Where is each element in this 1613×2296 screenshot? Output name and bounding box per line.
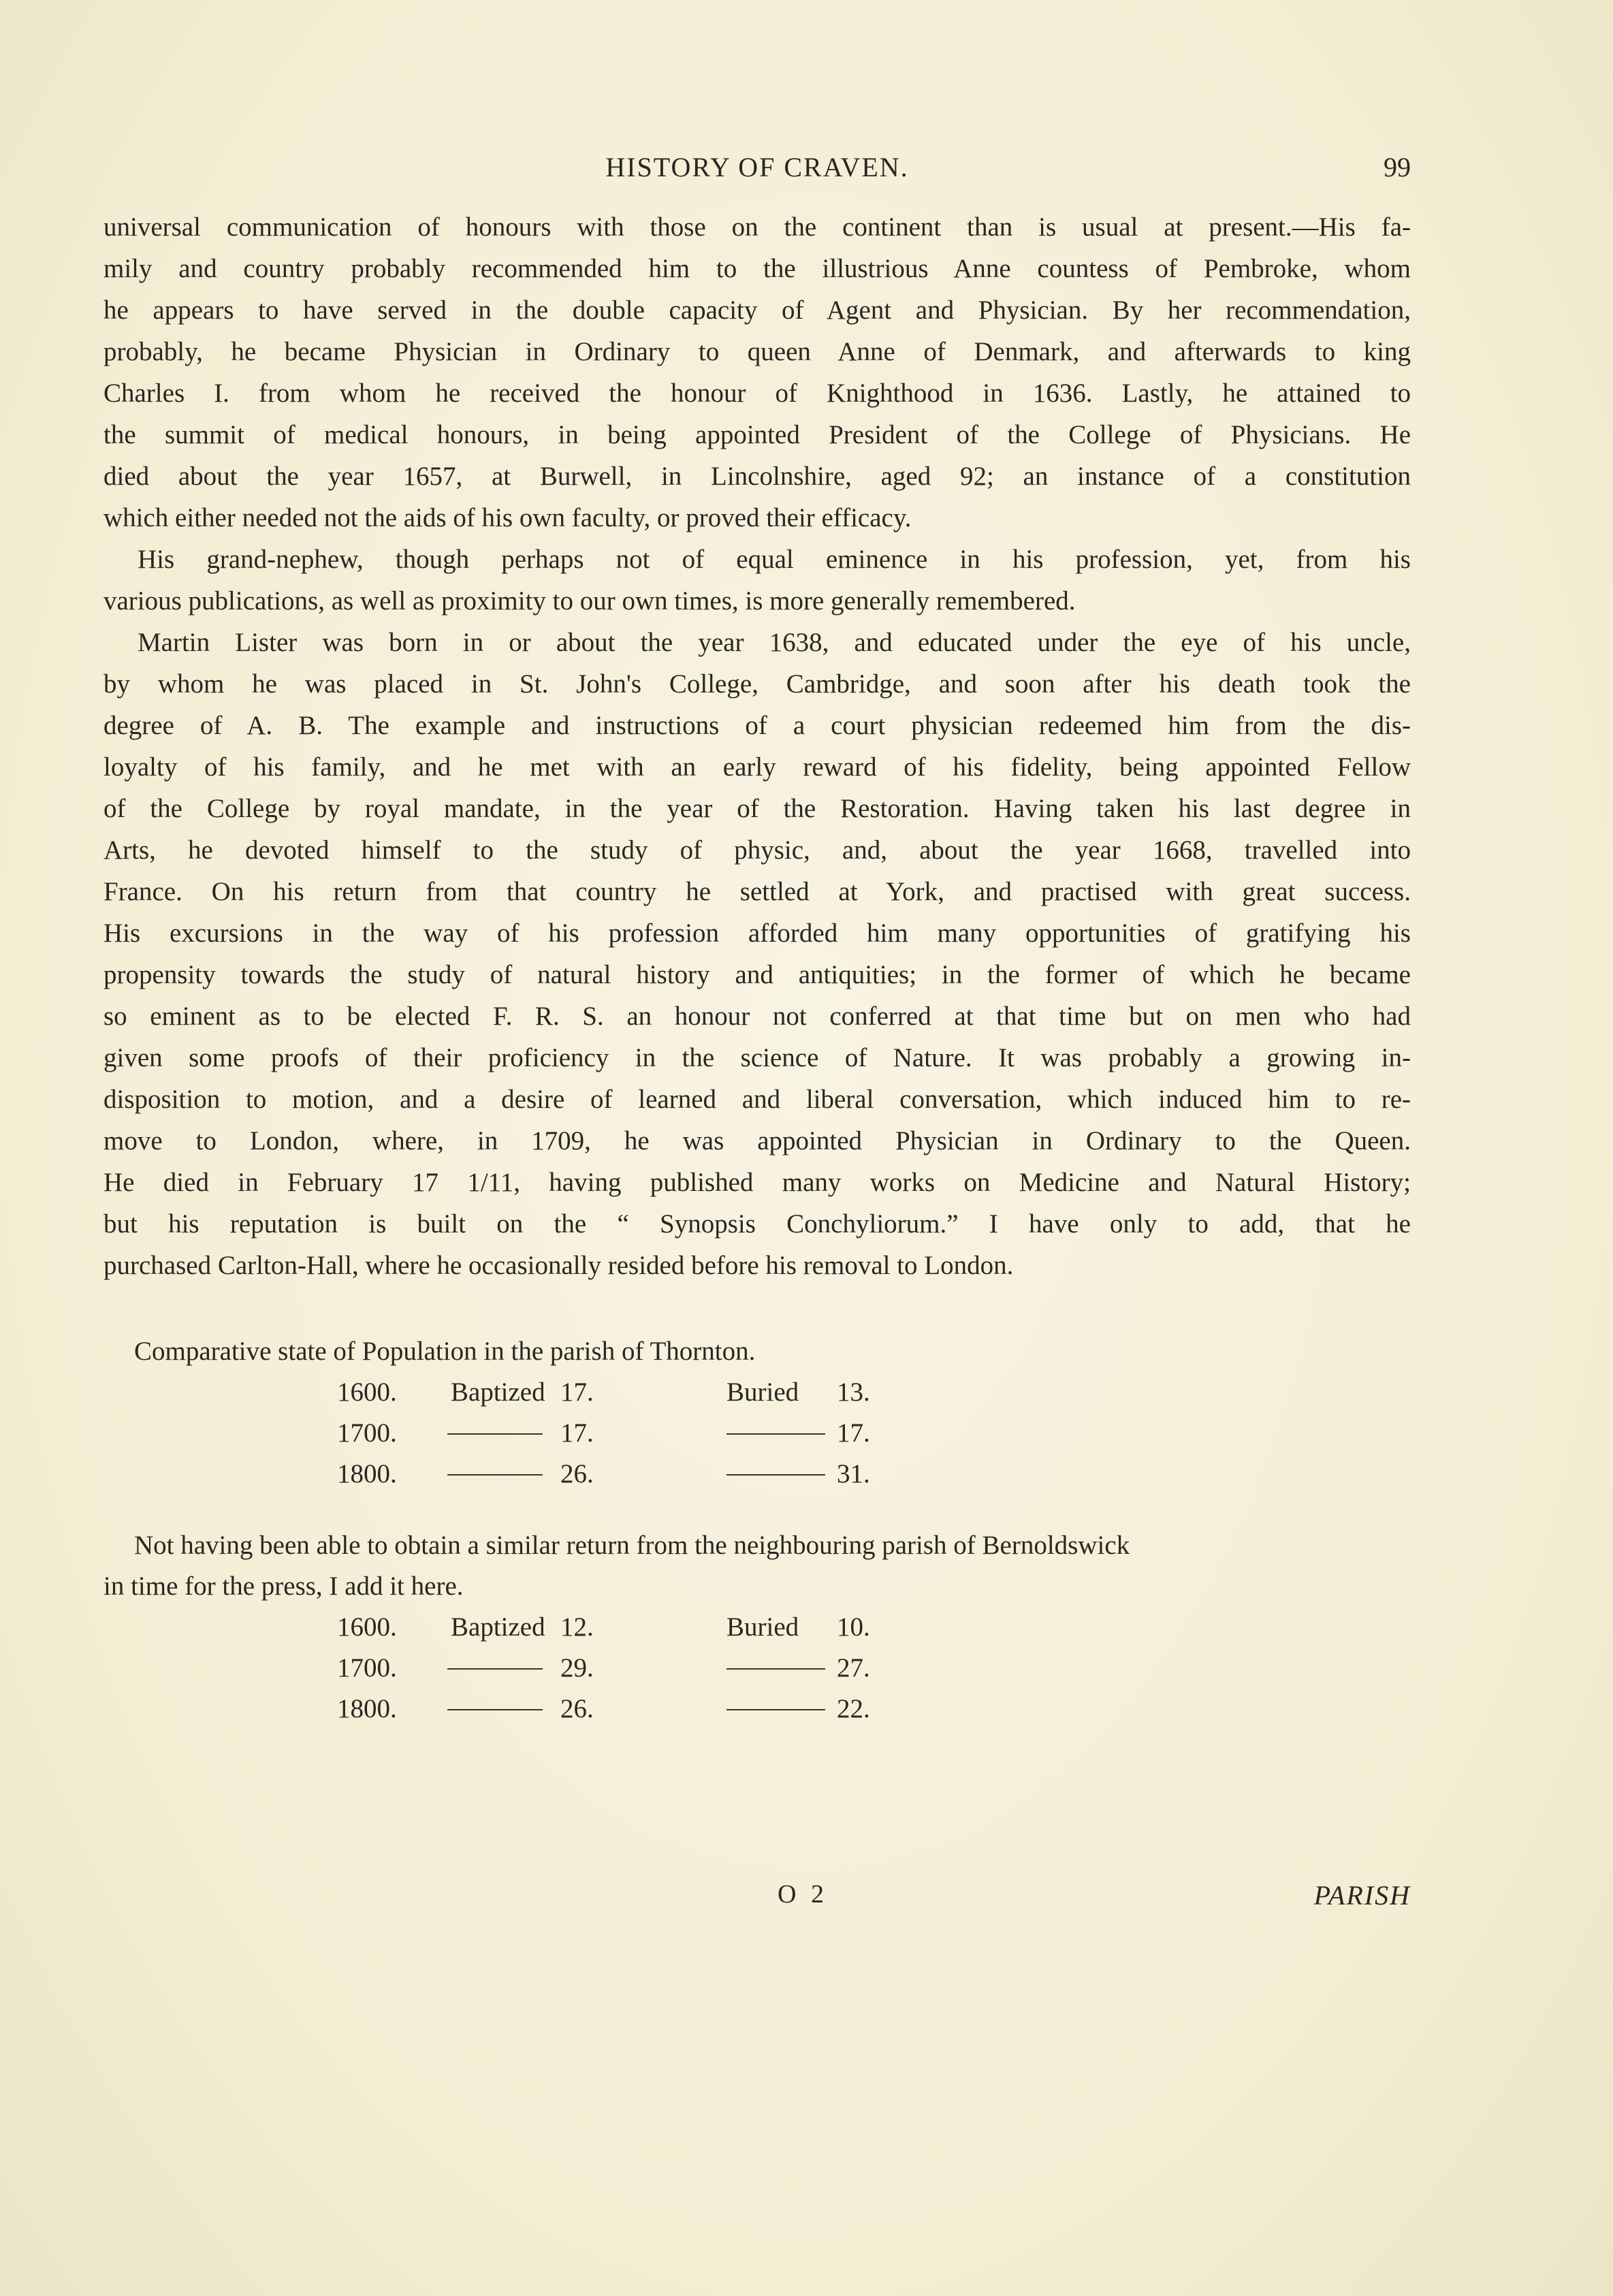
running-title: HISTORY OF CRAVEN. — [605, 152, 909, 182]
buried-cell: 13. — [837, 1377, 870, 1407]
year-cell: 1700. — [337, 1653, 397, 1683]
text-line: various publications, as well as proximity to our own times, is more generally remembered. — [103, 586, 1076, 616]
text-line: which either needed not the aids of his own faculty, or proved their efficacy. — [103, 503, 912, 532]
table-row — [103, 1413, 1411, 1454]
year-cell: 1800. — [337, 1459, 397, 1488]
year-cell: 1600. — [337, 1612, 397, 1642]
text-line: universal communication of honours with those on the continent than is usual at present.—His fa- — [103, 212, 1411, 242]
ditto-dash — [447, 1709, 543, 1710]
baptized-cell: 12. — [560, 1612, 594, 1642]
buried-cell: 10. — [837, 1612, 870, 1642]
buried-cell: 31. — [837, 1459, 870, 1488]
ditto-dash — [447, 1433, 543, 1435]
text-line: Martin Lister was born in or about the year 1638, and educated under the eye of his uncle, — [138, 628, 1411, 657]
text-line: by whom he was placed in St. John's College, Cambridge, and soon after his death took the — [103, 669, 1411, 699]
thornton-caption: Comparative state of Population in the parish of Thornton. — [134, 1337, 756, 1366]
page-header — [103, 151, 1411, 192]
baptized-label: Baptized — [451, 1377, 545, 1407]
text-line: His grand-nephew, though perhaps not of equal eminence in his profession, yet, from his — [138, 545, 1411, 574]
baptized-label: Baptized — [451, 1612, 545, 1642]
table-row — [103, 1607, 1411, 1648]
signature-mark: O 2 — [778, 1880, 828, 1909]
text-line: Charles I. from whom he received the honour of Knighthood in 1636. Lastly, he attained to — [103, 379, 1411, 408]
table-row — [103, 1648, 1411, 1689]
text-line: He died in February 17 1/11, having published many works on Medicine and Natural History; — [103, 1168, 1411, 1197]
body-text — [103, 206, 1411, 1286]
ditto-dash — [447, 1474, 543, 1476]
text-line: Arts, he devoted himself to the study of physic, and, about the year 1668, travelled into — [103, 835, 1411, 865]
baptized-cell: 17. — [560, 1377, 594, 1407]
buried-cell: 22. — [837, 1694, 870, 1723]
text-line: but his reputation is built on the “ Synopsis Conchyliorum.” I have only to add, that he — [103, 1209, 1411, 1239]
text-line: purchased Carlton-Hall, where he occasionally resided before his removal to London. — [103, 1251, 1014, 1280]
buried-cell: 27. — [837, 1653, 870, 1683]
text-line: of the College by royal mandate, in the year of the Restoration. Having taken his last degree in — [103, 794, 1411, 823]
text-line: France. On his return from that country he settled at York, and practised with great success. — [103, 877, 1411, 906]
table-row — [103, 1689, 1411, 1729]
baptized-cell: 26. — [560, 1459, 594, 1488]
baptized-cell: 26. — [560, 1694, 594, 1723]
buried-cell: 17. — [837, 1418, 870, 1448]
text-line: died about the year 1657, at Burwell, in Lincolnshire, aged 92; an instance of a constitution — [103, 462, 1411, 491]
ditto-dash — [726, 1709, 825, 1710]
text-line: mily and country probably recommended him to the illustrious Anne countess of Pembroke, whom — [103, 254, 1411, 283]
bernoldswick-population-table — [103, 1525, 1411, 1729]
year-cell: 1600. — [337, 1377, 397, 1407]
ditto-dash — [447, 1668, 543, 1670]
bernoldswick-caption-line: in time for the press, I add it here. — [103, 1572, 464, 1601]
text-line: degree of A. B. The example and instructions of a court physician redeemed him from the dis- — [103, 711, 1411, 740]
buried-label: Buried — [726, 1612, 799, 1642]
text-line: loyalty of his family, and he met with an early reward of his fidelity, being appointed Fellow — [103, 752, 1411, 782]
baptized-cell: 17. — [560, 1418, 594, 1448]
table-row — [103, 1454, 1411, 1495]
catchword: PARISH — [1313, 1880, 1411, 1911]
text-line: disposition to motion, and a desire of learned and liberal conversation, which induced him to re- — [103, 1085, 1411, 1114]
page-number: 99 — [1384, 152, 1411, 182]
text-line: move to London, where, in 1709, he was appointed Physician in Ordinary to the Queen. — [103, 1126, 1411, 1155]
year-cell: 1800. — [337, 1694, 397, 1723]
text-line: probably, he became Physician in Ordinary to queen Anne of Denmark, and afterwards to king — [103, 337, 1411, 366]
ditto-dash — [726, 1433, 825, 1435]
text-line: given some proofs of their proficiency in the science of Nature. It was probably a growing in- — [103, 1043, 1411, 1072]
text-line: the summit of medical honours, in being appointed President of the College of Physicians. He — [103, 420, 1411, 449]
text-line: propensity towards the study of natural history and antiquities; in the former of which he became — [103, 960, 1411, 989]
buried-label: Buried — [726, 1377, 799, 1407]
text-line: so eminent as to be elected F. R. S. an honour not conferred at that time but on men who had — [103, 1002, 1411, 1031]
ditto-dash — [726, 1474, 825, 1476]
table-row — [103, 1372, 1411, 1413]
bernoldswick-caption-line: Not having been able to obtain a similar return from the neighbouring parish of Bernoldswick — [134, 1531, 1130, 1560]
text-line: His excursions in the way of his profession afforded him many opportunities of gratifying his — [103, 919, 1411, 948]
text-line: he appears to have served in the double capacity of Agent and Physician. By her recommendation, — [103, 296, 1411, 325]
baptized-cell: 29. — [560, 1653, 594, 1683]
page-footer — [103, 1879, 1411, 1920]
year-cell: 1700. — [337, 1418, 397, 1448]
thornton-population-table — [103, 1331, 1411, 1495]
ditto-dash — [726, 1668, 825, 1670]
